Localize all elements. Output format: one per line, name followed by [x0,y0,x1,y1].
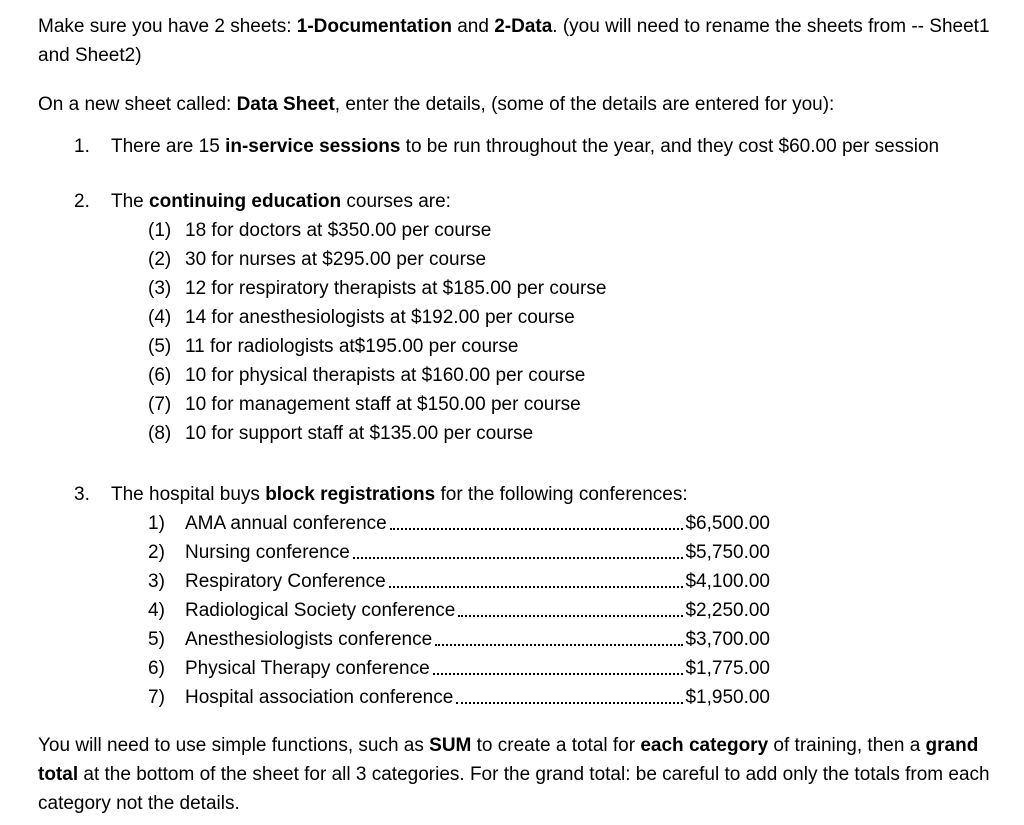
conference-item [148,625,770,654]
sheet1-name: 1-Documentation [296,16,452,37]
conference-number: 5) [148,629,165,650]
course-item [148,274,606,303]
conference-number: 6) [148,658,165,679]
item-number: 3. [74,484,90,505]
dot-leader [433,654,684,675]
course-item [148,361,606,390]
course-number: (3) [148,278,172,299]
continuing-education: continuing education [149,191,342,212]
conference-number: 4) [148,600,165,621]
block-registrations: block registrations [265,484,436,505]
data-sheet-name: Data Sheet [236,94,335,115]
conference-item [148,683,770,712]
course-number: (8) [148,423,172,444]
course-number: (4) [148,307,172,328]
conference-amount: $3,700.00 [685,629,770,650]
course-text: 10 for support staff at $135.00 per course [185,423,534,444]
course-list [148,216,606,448]
course-text: 10 for physical therapists at $160.00 per course [185,365,586,386]
dot-leader [353,538,684,559]
conference-number: 2) [148,542,165,563]
new-sheet-text: On a new sheet called: [38,94,237,115]
conference-item [148,567,770,596]
course-number: (7) [148,394,172,415]
intro-text: Make sure you have 2 sheets: [38,16,297,37]
course-item [148,303,606,332]
course-item [148,216,606,245]
intro-text: and [451,16,495,37]
new-sheet-text: , enter the details, (some of the details are entered for you): [334,94,835,115]
course-text: 12 for respiratory therapists at $185.00 per course [185,278,607,299]
course-number: (6) [148,365,172,386]
new-sheet-paragraph [38,90,998,119]
item-text: The [111,191,150,212]
item-number: 2. [74,191,90,212]
grand-total: grand total [38,735,979,785]
conference-name: Respiratory Conference [185,571,386,592]
item-1 [74,132,1004,161]
conference-amount: $1,950.00 [685,687,770,708]
conference-amount: $4,100.00 [685,571,770,592]
course-item [148,332,606,361]
conference-item [148,654,770,683]
dot-leader [456,683,683,704]
course-number: (5) [148,336,172,357]
conference-name: Anesthesiologists conference [185,629,433,650]
footer-text: to create a total for [471,735,641,756]
item-text: to be run throughout the year, and they cost $60.00 per session [400,136,940,157]
course-text: 10 for management staff at $150.00 per course [185,394,581,415]
conference-item [148,538,770,567]
conference-name: Nursing conference [185,542,350,563]
conference-name: Physical Therapy conference [185,658,430,679]
course-number: (1) [148,220,172,241]
course-item [148,390,606,419]
intro-text: . (you will need to rename the sheets from -- Sheet1 and Sheet2) [38,16,990,66]
dot-leader [458,596,683,617]
conference-number: 1) [148,513,165,534]
conference-amount: $6,500.00 [685,513,770,534]
conference-name: Hospital association conference [185,687,454,708]
sheet2-name: 2-Data [494,16,553,37]
conference-amount: $5,750.00 [685,542,770,563]
item-number: 1. [74,136,90,157]
course-item [148,419,606,448]
course-item [148,245,606,274]
conference-name: AMA annual conference [185,513,387,534]
item-text: for the following conferences: [435,484,688,505]
in-service-sessions: in-service sessions [225,136,401,157]
footer-text: of training, then a [768,735,926,756]
each-category: each category [640,735,769,756]
item-3 [74,480,1004,509]
sum-function: SUM [429,735,472,756]
conference-amount: $1,775.00 [685,658,770,679]
footer-paragraph [38,731,998,818]
conference-name: Radiological Society conference [185,600,456,621]
item-text: There are 15 [111,136,226,157]
dot-leader [389,567,684,588]
footer-text: at the bottom of the sheet for all 3 categories. For the grand total: be careful to add only the totals from each category not the details. [38,764,990,814]
dot-leader [390,509,684,530]
conference-amount: $2,250.00 [685,600,770,621]
conference-number: 7) [148,687,165,708]
item-text: courses are: [341,191,451,212]
conference-item [148,596,770,625]
conference-item [148,509,770,538]
course-text: 18 for doctors at $350.00 per course [185,220,492,241]
conference-list [148,509,770,712]
course-text: 30 for nurses at $295.00 per course [185,249,487,270]
item-2 [74,187,1004,216]
course-number: (2) [148,249,172,270]
item-text: The hospital buys [111,484,266,505]
course-text: 14 for anesthesiologists at $192.00 per course [185,307,575,328]
dot-leader [435,625,683,646]
course-text: 11 for radiologists at$195.00 per course [185,336,519,357]
conference-number: 3) [148,571,165,592]
footer-text: You will need to use simple functions, such as [38,735,430,756]
intro-paragraph [38,12,998,70]
